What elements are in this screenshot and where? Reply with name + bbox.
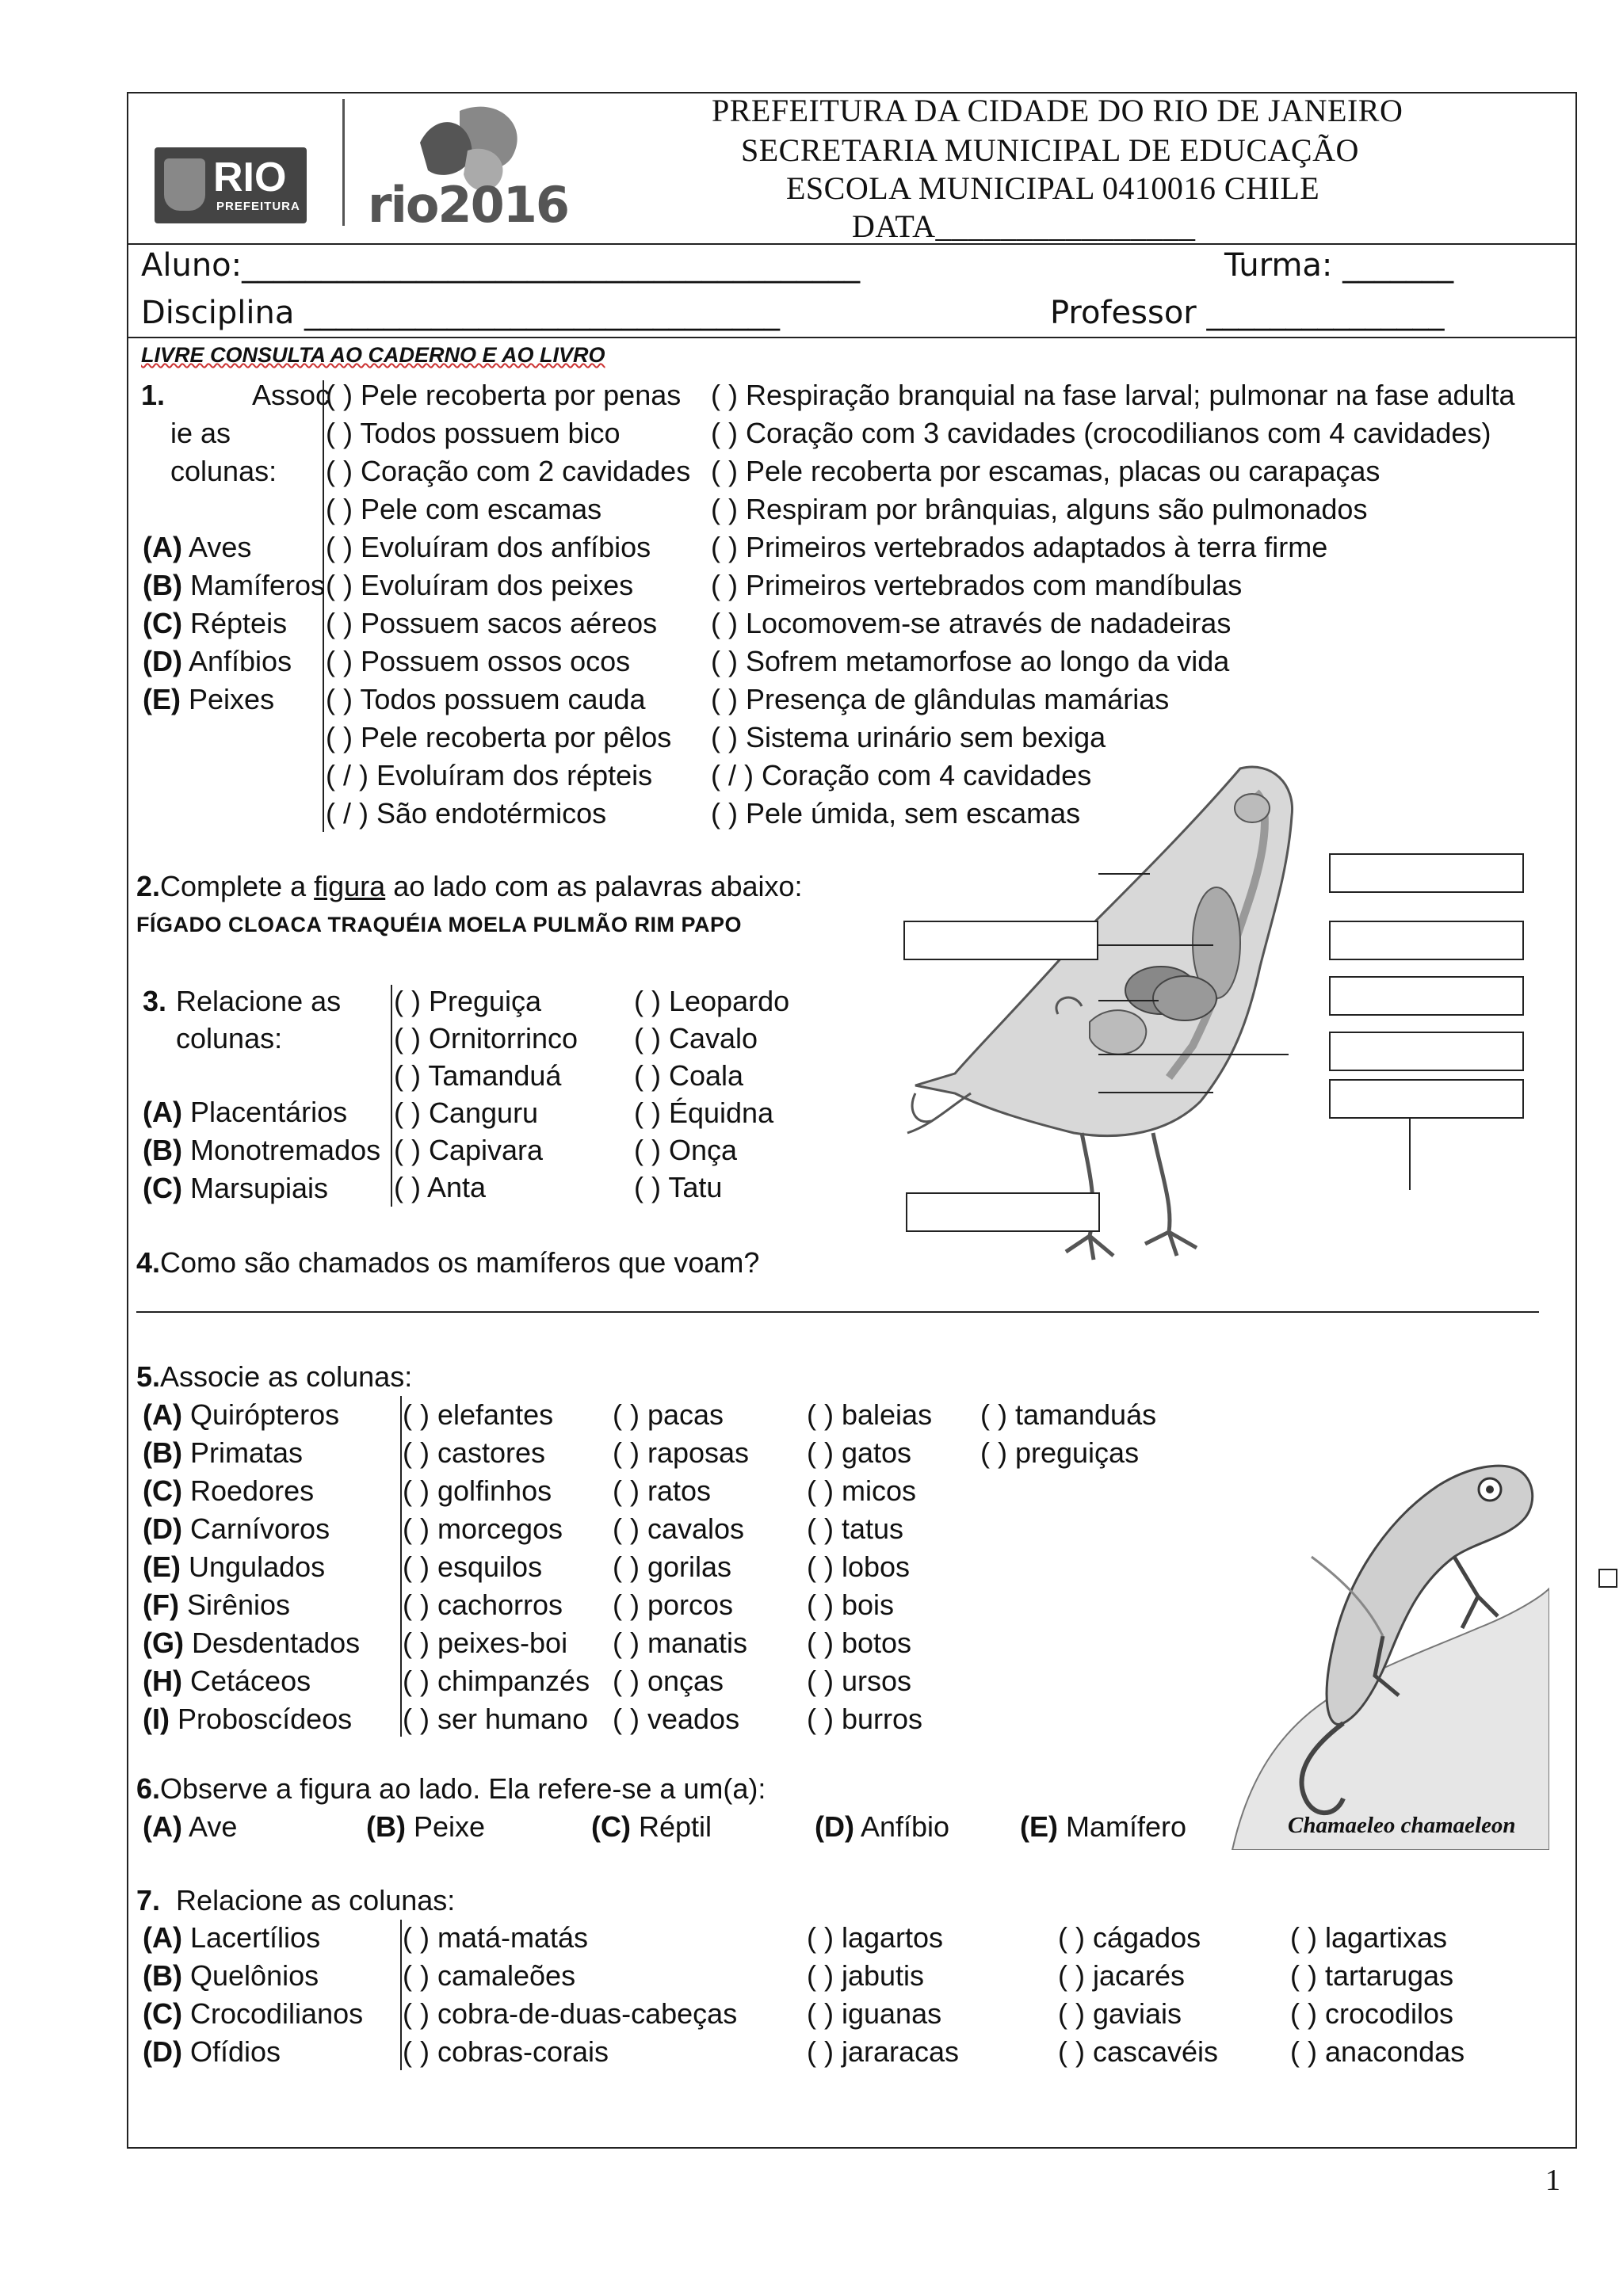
q1-option-a-key: (A) <box>143 531 182 563</box>
q2-question <box>136 870 803 903</box>
q1-option-d-key: (D) <box>143 645 182 677</box>
q5-option-i <box>143 1703 352 1736</box>
q7-col2-item-2[interactable]: ( ) jabutis <box>807 1959 925 1992</box>
q5-col3-item-7[interactable]: ( ) botos <box>807 1627 912 1659</box>
q6-option-e[interactable] <box>1020 1810 1186 1844</box>
professor-field[interactable]: Professor _______________ <box>1050 295 1445 331</box>
q3-left-item-1[interactable]: ( ) Preguiça <box>394 985 542 1017</box>
q5-col3-item-2[interactable]: ( ) gatos <box>807 1436 912 1469</box>
q1-option-c <box>143 607 287 640</box>
q5-col2-item-5[interactable]: ( ) gorilas <box>613 1550 732 1583</box>
q7-col1-item-4[interactable]: ( ) cobras-corais <box>403 2035 609 2068</box>
q3-column-bar <box>391 985 392 1207</box>
q5-option-a <box>143 1398 339 1432</box>
q1-title-3: colunas: <box>170 455 277 487</box>
q7-option-d-key: (D) <box>143 2035 182 2068</box>
q3-option-b-key: (B) <box>143 1134 182 1166</box>
q3-option-b-label: Monotremados <box>190 1134 381 1166</box>
leader-line-4 <box>1098 1054 1289 1055</box>
q3-option-c <box>143 1172 328 1205</box>
q5-col3-item-4[interactable]: ( ) tatus <box>807 1512 904 1545</box>
q5-option-d-key: (D) <box>143 1512 182 1545</box>
q6-option-d-label: Anfíbio <box>861 1810 950 1843</box>
q5-col2-item-3[interactable]: ( ) ratos <box>613 1474 712 1507</box>
q5-option-g-label: Desdentados <box>192 1627 361 1659</box>
q5-col2-item-8[interactable]: ( ) onças <box>613 1665 724 1697</box>
q5-option-h <box>143 1665 311 1698</box>
q5-col3-item-9[interactable]: ( ) burros <box>807 1703 923 1735</box>
q7-column-bar <box>400 1920 402 2070</box>
q5-col4-item-2[interactable]: ( ) preguiças <box>980 1436 1140 1469</box>
q7-option-a <box>143 1921 320 1955</box>
q6-option-e-label: Mamífero <box>1066 1810 1187 1843</box>
q5-option-d-label: Carnívoros <box>190 1512 330 1545</box>
q1-right-item-11[interactable]: ( / ) Coração com 4 cavidades <box>711 759 1092 791</box>
q1-left-item-1[interactable]: ( ) Pele recoberta por penas <box>326 379 682 411</box>
q1-option-b-key: (B) <box>143 569 182 601</box>
q1-left-item-2[interactable]: ( ) Todos possuem bico <box>326 417 621 449</box>
q5-option-f-key: (F) <box>143 1589 179 1621</box>
q5-option-c-key: (C) <box>143 1474 182 1507</box>
q4-question <box>136 1246 759 1280</box>
q1-option-c-label: Répteis <box>190 607 288 639</box>
q5-col2-item-6[interactable]: ( ) porcos <box>613 1589 734 1621</box>
q3-right-item-5[interactable]: ( ) Onça <box>634 1134 738 1166</box>
q5-col1-item-5[interactable]: ( ) esquilos <box>403 1550 543 1583</box>
label-box-left-1[interactable] <box>903 921 1098 960</box>
header-line-escola: ESCOLA MUNICIPAL 0410016 CHILE <box>786 170 1320 206</box>
q6-text: Observe a figura ao lado. Ela refere-se a um(a): <box>160 1772 766 1805</box>
q5-option-b-key: (B) <box>143 1436 182 1469</box>
fields-divider <box>127 337 1577 338</box>
q1-title-1: Assoc <box>252 379 330 411</box>
q3-option-a <box>143 1096 347 1129</box>
chameleon-illustration <box>1216 1398 1549 1850</box>
q2-text-a: Complete a <box>160 870 315 902</box>
q1-left-item-4[interactable]: ( ) Pele com escamas <box>326 493 602 525</box>
q5-option-g <box>143 1627 360 1660</box>
q1-option-b <box>143 569 325 602</box>
q6-option-b[interactable] <box>366 1810 485 1844</box>
q7-col1-item-2[interactable]: ( ) camaleões <box>403 1959 576 1992</box>
q5-option-i-label: Proboscídeos <box>178 1703 353 1735</box>
q7-col3-item-4[interactable]: ( ) cascavéis <box>1058 2035 1219 2068</box>
q1-right-item-9[interactable]: ( ) Presença de glândulas mamárias <box>711 683 1170 715</box>
leader-line-2 <box>1098 944 1213 946</box>
q1-right-item-10[interactable]: ( ) Sistema urinário sem bexiga <box>711 721 1106 753</box>
q5-option-c-label: Roedores <box>190 1474 315 1507</box>
q1-left-item-3[interactable]: ( ) Coração com 2 cavidades <box>326 455 691 487</box>
q7-option-b <box>143 1959 319 1993</box>
q5-col3-item-6[interactable]: ( ) bois <box>807 1589 895 1621</box>
q5-col2-item-9[interactable]: ( ) veados <box>613 1703 740 1735</box>
q1-option-e <box>143 683 274 716</box>
q5-option-i-key: (I) <box>143 1703 170 1735</box>
q5-col1-item-7[interactable]: ( ) peixes-boi <box>403 1627 568 1659</box>
empty-checkbox[interactable] <box>1598 1569 1617 1588</box>
q1-left-item-9[interactable]: ( ) Todos possuem cauda <box>326 683 646 715</box>
q5-question <box>136 1360 412 1394</box>
q3-option-a-label: Placentários <box>190 1096 348 1128</box>
q5-option-e-label: Ungulados <box>189 1550 326 1583</box>
q5-column-bar <box>400 1396 402 1737</box>
q5-col1-item-9[interactable]: ( ) ser humano <box>403 1703 589 1735</box>
q1-right-item-5[interactable]: ( ) Primeiros vertebrados adaptados à terra firme <box>711 531 1328 563</box>
chameleon-figure <box>1216 1398 1549 1850</box>
q1-left-item-11[interactable]: ( / ) Evoluíram dos répteis <box>326 759 653 791</box>
q1-right-item-3[interactable]: ( ) Pele recoberta por escamas, placas ou carapaças <box>711 455 1381 487</box>
q7-option-c-label: Crocodilianos <box>190 1997 364 2030</box>
q6-option-c[interactable] <box>591 1810 712 1844</box>
q5-col2-item-2[interactable]: ( ) raposas <box>613 1436 750 1469</box>
q7-col3-item-3[interactable]: ( ) gaviais <box>1058 1997 1182 2030</box>
q3-right-item-4[interactable]: ( ) Équidna <box>634 1097 774 1129</box>
chameleon-caption: Chamaeleo chamaeleon <box>1288 1813 1516 1838</box>
q1-option-b-label: Mamíferos <box>190 569 326 601</box>
q1-right-item-4[interactable]: ( ) Respiram por brânquias, alguns são pulmonados <box>711 493 1368 525</box>
q1-left-item-6[interactable]: ( ) Evoluíram dos peixes <box>326 569 634 601</box>
q3-option-b <box>143 1134 380 1167</box>
q3-title-2: colunas: <box>176 1022 283 1055</box>
q4-answer-line[interactable] <box>136 1311 1539 1313</box>
q1-title-2: ie as <box>170 417 231 449</box>
q2-figure-link: figura <box>314 870 386 902</box>
q6-question <box>136 1772 766 1806</box>
q5-col3-item-5[interactable]: ( ) lobos <box>807 1550 911 1583</box>
q4-number: 4. <box>136 1246 161 1279</box>
leader-line-5 <box>1098 1092 1213 1093</box>
q7-col4-item-1[interactable]: ( ) lagartixas <box>1290 1921 1448 1954</box>
q5-col1-item-1[interactable]: ( ) elefantes <box>403 1398 554 1431</box>
q7-option-a-label: Lacertílios <box>190 1921 321 1954</box>
q7-option-d-label: Ofídios <box>190 2035 281 2068</box>
q1-option-e-label: Peixes <box>189 683 275 715</box>
q5-col2-item-4[interactable]: ( ) cavalos <box>613 1512 745 1545</box>
q3-option-c-key: (C) <box>143 1172 182 1204</box>
q3-right-item-6[interactable]: ( ) Tatu <box>634 1171 723 1203</box>
label-box-right-5[interactable] <box>1329 1079 1524 1119</box>
q1-left-item-12[interactable]: ( / ) São endotérmicos <box>326 797 607 830</box>
turma-field[interactable]: Turma: _______ <box>1224 247 1454 284</box>
q6-option-d-key: (D) <box>815 1810 854 1843</box>
q7-option-a-key: (A) <box>143 1921 182 1954</box>
q5-option-b-label: Primatas <box>190 1436 304 1469</box>
q5-col2-item-1[interactable]: ( ) pacas <box>613 1398 724 1431</box>
q6-option-a[interactable] <box>143 1810 237 1844</box>
q6-option-e-key: (E) <box>1020 1810 1058 1843</box>
q1-column-bar <box>323 380 324 832</box>
q3-left-item-4[interactable]: ( ) Canguru <box>394 1097 539 1129</box>
q7-col4-item-3[interactable]: ( ) crocodilos <box>1290 1997 1454 2030</box>
q5-option-f <box>143 1589 290 1622</box>
q5-option-b <box>143 1436 303 1470</box>
q3-right-item-3[interactable]: ( ) Coala <box>634 1059 744 1092</box>
q6-option-a-label: Ave <box>189 1810 238 1843</box>
leader-line-6 <box>1409 1119 1411 1190</box>
rio-prefeitura-logo <box>155 147 307 223</box>
q6-option-b-key: (B) <box>366 1810 406 1843</box>
q3-left-item-6[interactable]: ( ) Anta <box>394 1171 487 1203</box>
q7-option-c <box>143 1997 363 2031</box>
leader-line-3 <box>1098 1000 1159 1001</box>
q1-option-a <box>143 531 251 564</box>
q7-col2-item-4[interactable]: ( ) jararacas <box>807 2035 960 2068</box>
q5-col2-item-7[interactable]: ( ) manatis <box>613 1627 748 1659</box>
q6-option-c-label: Réptil <box>639 1810 712 1843</box>
page-number: 1 <box>1545 2164 1560 2197</box>
q5-option-h-key: (H) <box>143 1665 182 1697</box>
q2-word-list: FÍGADO CLOACA TRAQUÉIA MOELA PULMÃO RIM PAPO <box>136 913 742 936</box>
q7-col4-item-2[interactable]: ( ) tartarugas <box>1290 1959 1454 1992</box>
q5-option-d <box>143 1512 330 1546</box>
rio-crest-icon <box>164 158 205 211</box>
q3-right-item-1[interactable]: ( ) Leopardo <box>634 985 790 1017</box>
q6-option-a-key: (A) <box>143 1810 182 1843</box>
q3-option-a-key: (A) <box>143 1096 182 1128</box>
q7-option-d <box>143 2035 281 2069</box>
q3-title-1: Relacione as <box>176 985 342 1017</box>
q5-option-e-key: (E) <box>143 1550 181 1583</box>
q5-option-c <box>143 1474 314 1508</box>
leader-line-1 <box>1098 873 1150 875</box>
header-line-secretaria: SECRETARIA MUNICIPAL DE EDUCAÇÃO <box>741 132 1359 168</box>
q1-option-d-label: Anfíbios <box>189 645 292 677</box>
q5-option-f-label: Sirênios <box>186 1589 291 1621</box>
q1-left-item-5[interactable]: ( ) Evoluíram dos anfíbios <box>326 531 651 563</box>
q5-option-a-key: (A) <box>143 1398 182 1431</box>
q6-option-d[interactable] <box>815 1810 949 1844</box>
q1-right-item-8[interactable]: ( ) Sofrem metamorfose ao longo da vida <box>711 645 1230 677</box>
label-box-right-3[interactable] <box>1329 976 1524 1016</box>
q7-col3-item-1[interactable]: ( ) cágados <box>1058 1921 1201 1954</box>
q7-option-b-key: (B) <box>143 1959 182 1992</box>
q7-col1-item-3[interactable]: ( ) cobra-de-duas-cabeças <box>403 1997 738 2030</box>
q7-text: Relacione as colunas: <box>176 1884 456 1917</box>
q5-text: Associe as colunas: <box>160 1360 413 1393</box>
q5-col4-item-1[interactable]: ( ) tamanduás <box>980 1398 1157 1431</box>
q3-left-item-2[interactable]: ( ) Ornitorrinco <box>394 1022 579 1055</box>
label-box-right-4[interactable] <box>1329 1032 1524 1071</box>
q5-col1-item-4[interactable]: ( ) morcegos <box>403 1512 563 1545</box>
q7-option-b-label: Quelônios <box>190 1959 319 1992</box>
q5-option-g-key: (G) <box>143 1627 184 1659</box>
q5-option-h-label: Cetáceos <box>190 1665 311 1697</box>
q1-left-item-8[interactable]: ( ) Possuem ossos ocos <box>326 645 631 677</box>
label-box-left-2[interactable] <box>906 1192 1100 1232</box>
q3-left-item-3[interactable]: ( ) Tamanduá <box>394 1059 562 1092</box>
rio-logo-subtext: PREFEITURA <box>216 200 300 213</box>
q7-number: 7. <box>136 1884 161 1917</box>
q3-right-item-2[interactable]: ( ) Cavalo <box>634 1022 758 1055</box>
q7-col4-item-4[interactable]: ( ) anacondas <box>1290 2035 1465 2068</box>
label-box-right-2[interactable] <box>1329 921 1524 960</box>
q2-text-b: ao lado com as palavras abaixo: <box>385 870 803 902</box>
q1-number: 1. <box>141 379 166 411</box>
q1-right-item-7[interactable]: ( ) Locomovem-se através de nadadeiras <box>711 607 1232 639</box>
q5-col1-item-8[interactable]: ( ) chimpanzés <box>403 1665 590 1697</box>
q5-col1-item-3[interactable]: ( ) golfinhos <box>403 1474 552 1507</box>
q3-left-item-5[interactable]: ( ) Capivara <box>394 1134 544 1166</box>
q1-right-item-12[interactable]: ( ) Pele úmida, sem escamas <box>711 797 1081 830</box>
q6-option-c-key: (C) <box>591 1810 631 1843</box>
q6-number: 6. <box>136 1772 161 1805</box>
q3-option-c-label: Marsupiais <box>190 1172 329 1204</box>
logo-divider <box>342 99 345 226</box>
q5-col1-item-6[interactable]: ( ) cachorros <box>403 1589 563 1621</box>
rio2016-logo-text: rio2016 <box>368 176 568 234</box>
q4-text: Como são chamados os mamíferos que voam? <box>160 1246 760 1279</box>
q7-col1-item-1[interactable]: ( ) matá-matás <box>403 1921 589 1954</box>
aluno-field[interactable]: Aluno:_______________________________________ <box>141 247 861 284</box>
q5-option-e <box>143 1550 325 1584</box>
q1-right-item-2[interactable]: ( ) Coração com 3 cavidades (crocodilianos com 4 cavidades) <box>711 417 1491 449</box>
q1-left-item-7[interactable]: ( ) Possuem sacos aéreos <box>326 607 658 639</box>
header-line-prefeitura: PREFEITURA DA CIDADE DO RIO DE JANEIRO <box>712 93 1403 128</box>
bird-illustration <box>899 761 1375 1268</box>
disciplina-field[interactable]: Disciplina ______________________________ <box>141 295 781 331</box>
q5-col3-item-3[interactable]: ( ) micos <box>807 1474 916 1507</box>
q7-option-c-key: (C) <box>143 1997 182 2030</box>
q5-col3-item-1[interactable]: ( ) baleias <box>807 1398 933 1431</box>
q7-col2-item-1[interactable]: ( ) lagartos <box>807 1921 944 1954</box>
header-line-data[interactable]: DATA________________ <box>852 208 1196 244</box>
bird-anatomy-figure <box>899 761 1375 1268</box>
q7-col2-item-3[interactable]: ( ) iguanas <box>807 1997 942 2030</box>
q1-left-item-10[interactable]: ( ) Pele recoberta por pêlos <box>326 721 672 753</box>
q1-right-item-6[interactable]: ( ) Primeiros vertebrados com mandíbulas <box>711 569 1243 601</box>
q2-number: 2. <box>136 870 161 902</box>
q6-option-b-label: Peixe <box>414 1810 486 1843</box>
q5-number: 5. <box>136 1360 161 1393</box>
rio-logo-text: RIO <box>213 154 287 200</box>
q1-option-d <box>143 645 292 678</box>
q1-option-c-key: (C) <box>143 607 182 639</box>
rio2016-logo <box>365 95 568 234</box>
q5-col3-item-8[interactable]: ( ) ursos <box>807 1665 912 1697</box>
q5-col1-item-2[interactable]: ( ) castores <box>403 1436 546 1469</box>
q1-option-a-label: Aves <box>189 531 252 563</box>
label-box-right-1[interactable] <box>1329 853 1524 893</box>
q1-option-e-key: (E) <box>143 683 181 715</box>
q7-col3-item-2[interactable]: ( ) jacarés <box>1058 1959 1186 1992</box>
q5-option-a-label: Quirópteros <box>190 1398 340 1431</box>
q3-number: 3. <box>143 985 167 1017</box>
q1-right-item-1[interactable]: ( ) Respiração branquial na fase larval; pulmonar na fase adulta <box>711 379 1515 411</box>
consultation-note: LIVRE CONSULTA AO CADERNO E AO LIVRO <box>141 343 605 367</box>
q7-question <box>136 1884 455 1917</box>
